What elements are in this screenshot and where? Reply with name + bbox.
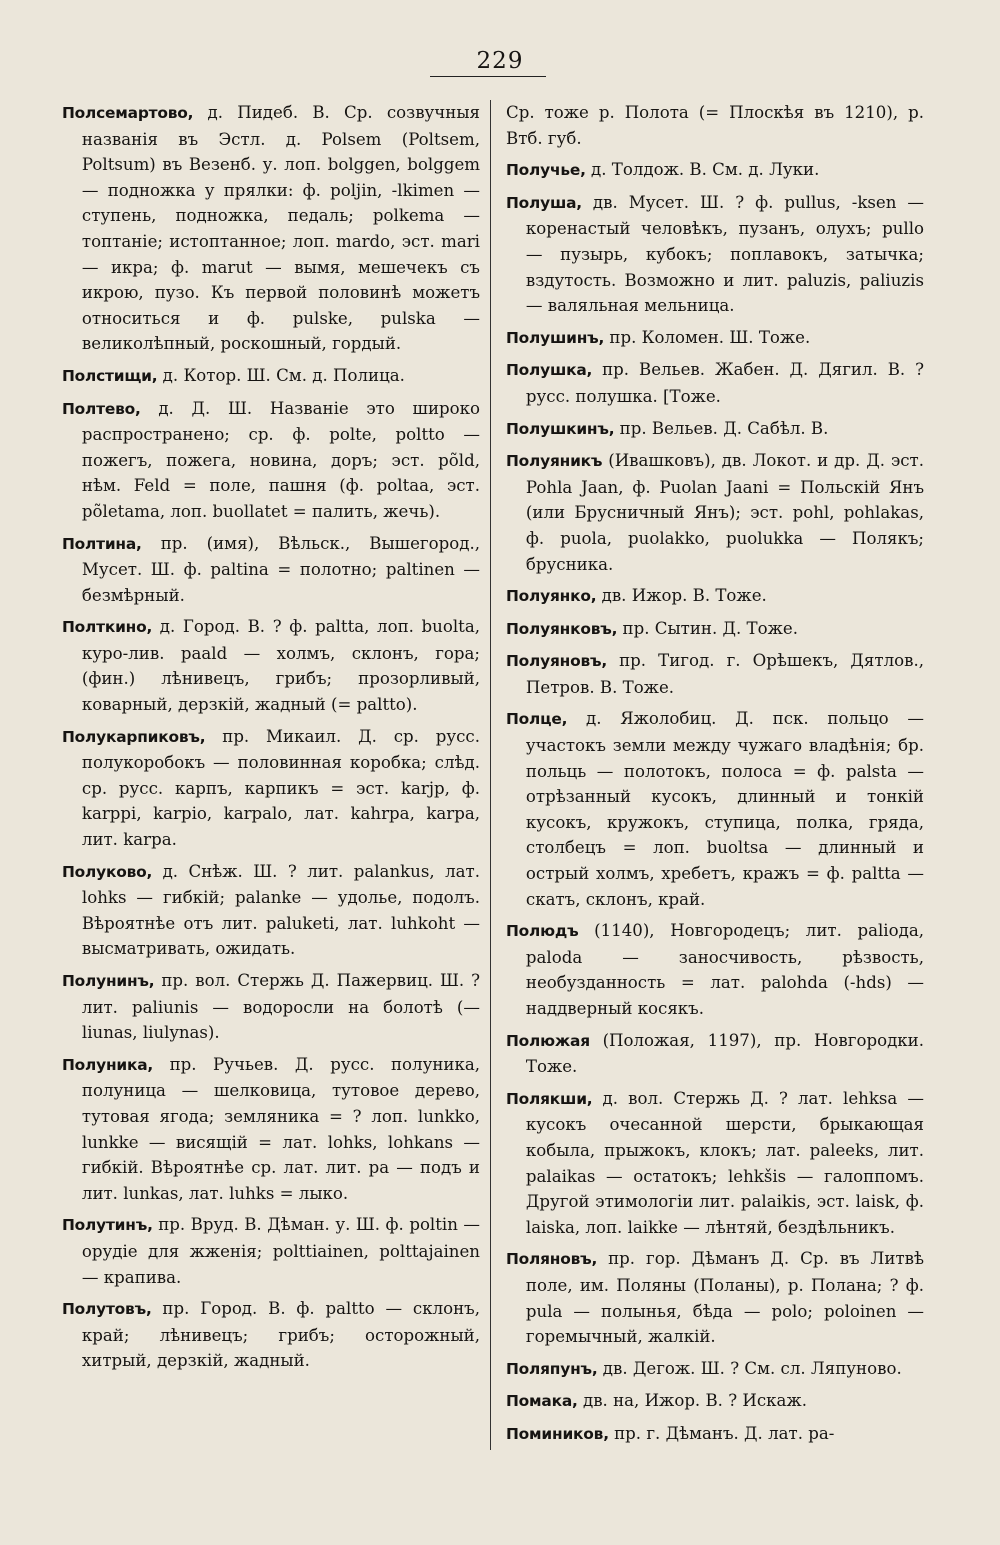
dictionary-entry [506,616,924,643]
dictionary-entry [62,363,480,390]
entry-headword: Полюдъ [506,922,579,941]
entry-headword: Полякши, [506,1089,593,1108]
entry-body: пр. г. Дѣманъ. Д. лат. ра- [608,1423,835,1443]
entry-headword: Полуянковъ, [506,619,618,638]
entry-body: пр. (имя), Вѣльск., Вышегород., Мусет. Ш. ф. paltina = полотно; paltinen — безмѣрный. [81,533,480,605]
entry-headword: Полутинъ, [62,1216,153,1235]
dictionary-entry [506,1028,924,1080]
dictionary-entry [62,396,480,525]
page-number-rule [430,76,546,77]
column-divider [490,100,491,1450]
dictionary-entry [62,1212,480,1290]
entry-headword: Полтина, [62,534,142,553]
dictionary-entry [62,531,480,609]
entry-body: дв. Дегож. Ш. ? См. сл. Ляпуново. [597,1358,902,1378]
entry-body: пр. Сытин. Д. Тоже. [617,618,798,638]
entry-body: дв. на, Ижор. В. ? Искаж. [577,1391,807,1411]
entry-headword: Получье, [506,161,586,180]
dictionary-entry [62,968,480,1046]
dictionary-entry [62,859,480,962]
entry-body: пр. Вельев. Жабен. Д. Дягил. В. ? русс. полушка. [Тоже. [525,360,924,406]
entry-body: (1140), Новгородецъ; лит. paliода, paloda — заносчивость, рѣзвость, необузданность = лат. palohda (-hds) — наддверный косякъ. [525,921,924,1018]
entry-headword: Полуяновъ, [506,652,608,671]
dictionary-entry [506,157,924,184]
dictionary-entry [506,583,924,610]
entry-body: д. Толдож. В. См. д. Луки. [585,160,820,180]
entry-body: д. Город. В. ? ф. paltta, лоп. buolta, куро-лив. paald — холмъ, склонъ, гора; (фин.) лѣнивецъ, грибъ; прозорливый, коварный, дерзкій, жадный (= paltto). [81,617,480,715]
dictionary-entry [62,100,480,357]
entry-body: пр. Вельев. Д. Сабѣл. В. [614,418,829,438]
entry-headword: Полукарпиковъ, [62,727,206,746]
entry-body: д. Яжолобиц. Д. пск. польцо — участокъ земли между чужаго владѣнія; бр. польць — полотокъ, полоса = ф. palsta — отрѣзанный кусокъ, длинный и тонкій кусокъ, кружокъ, ступица, полка, гряда, столбецъ = лоп. buoltsa — длинный и острый холмъ, хребетъ, кражъ = ф. paltta — скатъ, склонъ, край. [525,709,924,909]
entry-body: пр. Город. В. ф. paltto — склонъ, край; лѣнивецъ; грибъ; осторожный, хитрый, дерзкій, жадный. [81,1299,480,1371]
dictionary-entry [506,648,924,700]
dictionary-entry [506,918,924,1021]
dictionary-entry [506,1246,924,1349]
entry-body: пр. Тигод. г. Орѣшекъ, Дятлов., Петров. В. Тоже. [525,651,924,697]
entry-body: д. Снѣж. Ш. ? лит. palankus, лат. lohks — гибкій; palanke — удолье, подолъ. Вѣроятнѣе отъ лит. paluketi, лат. luhkoht — высматривать, ожидать. [81,861,480,959]
entry-headword: Полуяникъ [506,452,603,471]
dictionary-entry [506,190,924,319]
entry-headword: Полуника, [62,1055,154,1074]
entry-headword: Полце, [506,710,568,729]
entry-headword: Полушкинъ, [506,419,615,438]
entry-body: пр. Микаил. Д. ср. русс. полукоробокъ — половинная коробка; слѣд. ср. русс. карпъ, карпикъ = эст. karjp, ф. karppi, karpio, karpalo, лат. kahrpa, karpa, лит. karpa. [81,726,480,850]
entry-body: дв. Мусет. Ш. ? ф. pullus, -ksen — коренастый человѣкъ, пузанъ, олухъ; pullo — пузырь, кубокъ; поплавокъ, затычка; вздутость. Возможно и лит. paluzis, paliuzis — валяльная мельница. [525,192,924,316]
entry-headword: Поляпунъ, [506,1359,598,1378]
entry-body: пр. Коломен. Ш. Тоже. [604,327,811,347]
entry-headword: Полуянко, [506,587,597,606]
entry-body: (Ивашковъ), дв. Локот. и др. Д. эст. Pohla Jaan, ф. Puolan Jaani = Польскій Янъ (или Брусничный Янъ); эст. pohl, pohlakas, ф. puola, puolakko, puolukka — Полякъ; брусника. [525,451,924,574]
entry-headword: Полуково, [62,862,153,881]
page-number: 229 [476,48,524,74]
entry-headword: Полткино, [62,618,153,637]
dictionary-entry [506,100,924,151]
entry-headword: Полюжая [506,1031,590,1050]
entry-headword: Полунинъ, [62,972,155,990]
entry-body: Ср. тоже р. Полота (= Плоскѣя въ 1210), р. Втб. губ. [506,103,924,148]
dictionary-entry [506,1356,924,1383]
dictionary-entry [506,1388,924,1415]
entry-headword: Полтево, [62,399,141,418]
entry-headword: Помиников, [506,1424,609,1443]
dictionary-entry [506,1421,924,1448]
dictionary-entry [62,724,480,853]
entry-body: пр. Ручьев. Д. русс. полуника, полуница — шелковица, тутовое дерево, тутовая ягода; земляника = ? лоп. lunkko, lunkke — висящій = лат. lohks, lohkans — гибкій. Вѣроятнѣе ср. лат. лит. pa — подъ и лит. lunkas, лат. luhks = лыко. [81,1054,480,1203]
dictionary-entry [506,357,924,409]
entry-headword: Поляновъ, [506,1250,598,1269]
right-column [506,100,924,1454]
entry-body: дв. Ижор. В. Тоже. [596,586,767,606]
entry-body: пр. Вруд. В. Дѣман. у. Ш. ф. poltin — орудіе для жженія; polttiainen, polttajainen — крапива. [81,1215,480,1287]
dictionary-entry [62,614,480,717]
dictionary-entry [506,706,924,912]
dictionary-entry [62,1052,480,1207]
dictionary-entry [506,1086,924,1241]
entry-body: пр. вол. Стержь Д. Пажервиц. Ш. ? лит. paliunis — водоросли на болотѣ (— liunas, liulynas). [81,971,480,1043]
entry-body: д. Д. Ш. Названіе это широко распространено; ср. ф. polte, poltto — пожегъ, пожега, новина, доръ; эст. põld, нѣм. Feld = поле, пашня (ф. poltaa, эст. põletama, лоп. buollatet = палить, жечь). [81,398,480,521]
dictionary-entry [506,416,924,443]
entry-headword: Полушинъ, [506,328,605,347]
dictionary-entry [62,1296,480,1374]
entry-headword: Полутовъ, [62,1300,152,1319]
entry-headword: Полушка, [506,361,593,380]
entry-headword: Полуша, [506,193,582,212]
entry-headword: Полстищи, [62,366,158,385]
dictionary-entry [506,448,924,577]
entry-body: д. вол. Стержь Д. ? лат. lehksa — кусокъ очесанной шерсти, брыкающая кобыла, прыжокъ, клокъ; лат. paleeks, лит. palaikas — остатокъ; lehkšis — галоппомъ. Другой этимологіи лит. palaikis, эст. laisk, ф. laiska, лоп. laikke — лѣнтяй, бездѣльникъ. [525,1088,924,1237]
entry-headword: Полсемартово, [62,104,194,122]
entry-body: д. Котор. Ш. См. д. Полица. [157,365,405,385]
entry-body: д. Пидеб. В. Ср. созвучныя названія въ Эстл. д. Polsem (Poltsem, Poltsum) въ Везенб. у. лоп. bolggen, bolggem — подножка у прялки: ф. poljin, -lkimen — ступень, подножка, педаль; polkema — топтаніе; истоптанное; лоп. mardo, эст. mari — икра; ф. marut — вымя, мешечекъ съ икрою, пузо. Къ первой половинѣ можетъ относиться и ф. pulske, pulska — великолѣпный, роскошный, гордый. [81,103,480,354]
entry-headword: Помака, [506,1392,578,1411]
entry-body: пр. гор. Дѣманъ Д. Ср. въ Литвѣ поле, им. Поляны (Поланы), р. Полана; ? ф. pula — полынья, бѣда — polo; poloinen — горемычный, жалкій. [525,1249,924,1347]
dictionary-entry [506,325,924,352]
left-column [62,100,480,1380]
entry-body: (Положая, 1197), пр. Новгородки. Тоже. [525,1030,924,1077]
